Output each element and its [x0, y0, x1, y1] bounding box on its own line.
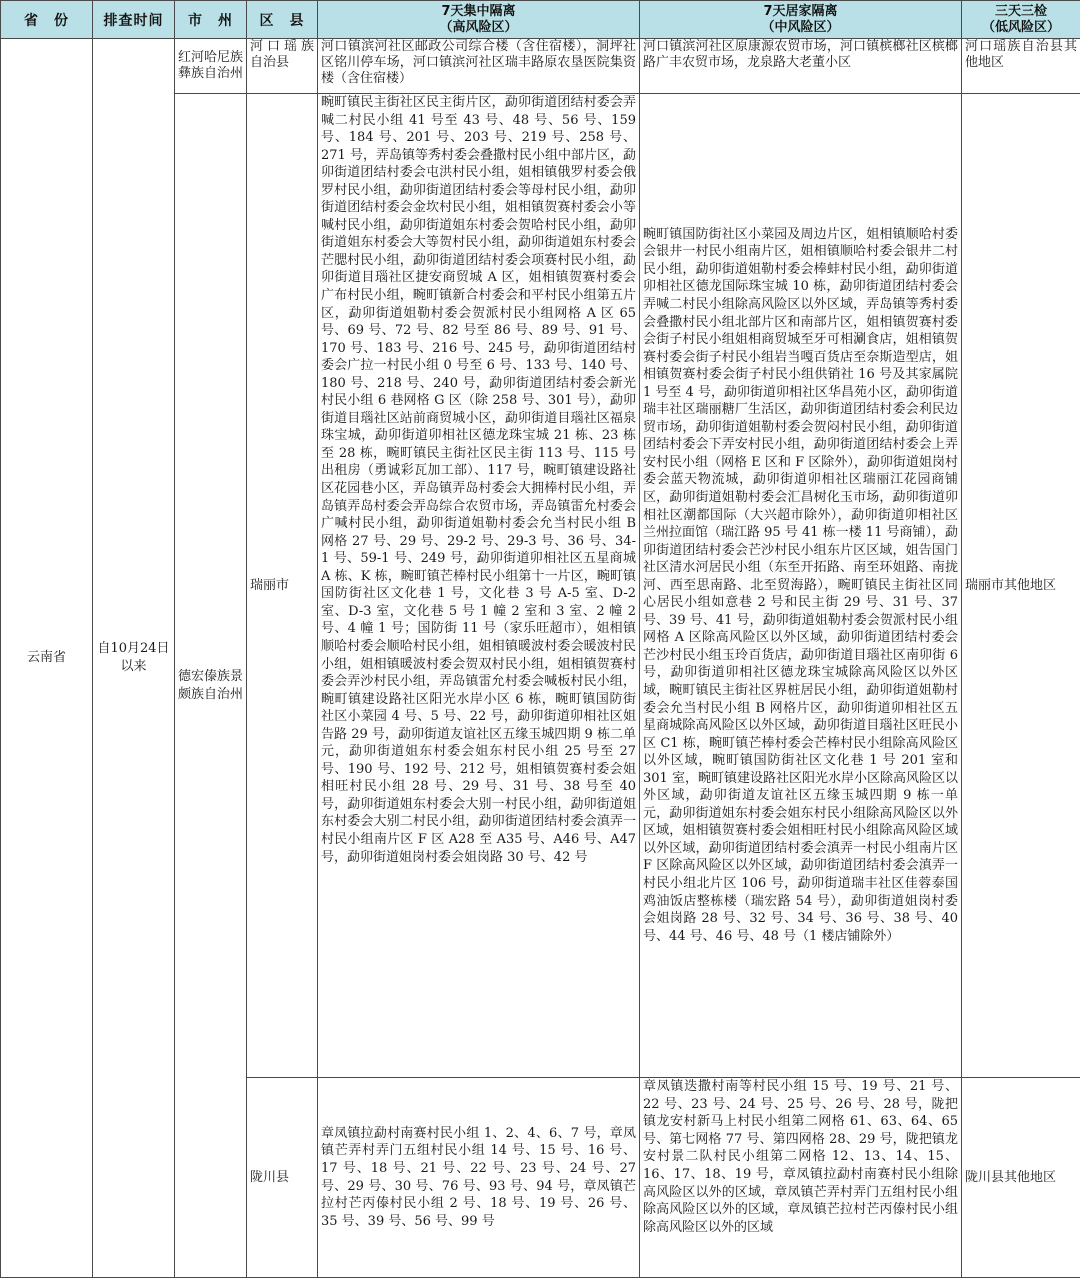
county-cell-hekou: 河口瑶族自治县	[247, 39, 318, 94]
table-row-hekou	[1, 39, 1080, 94]
city-cell-dehong: 德宏傣族景颇族自治州	[175, 94, 247, 1278]
header-low-title: 三天三检	[994, 3, 1047, 19]
time-cell: 自10月24日以来	[93, 39, 175, 1278]
high-risk-cell-longchuan: 章凤镇拉勐村南赛村民小组 1、2、4、6、7 号，章凤镇芒弄村弄门五组村民小组 14 号、15 号、16 号、17 号、18 号、21 号、22 号、23 号、24 号、27 号、29 号、30 号、76 号、93 号、94 号，章凤镇芒拉村芒丙傣村民小组 2 号、18 号、19 号、26 号、35 号、39 号、56 号、99 号	[318, 1078, 640, 1278]
city-cell-honghe: 红河哈尼族彝族自治州	[175, 39, 247, 94]
header-city: 市 州	[175, 1, 247, 39]
header-county: 区 县	[247, 1, 318, 39]
header-row	[1, 1, 1080, 39]
low-risk-cell-hekou: 河口瑶族自治县其他地区	[962, 39, 1080, 94]
header-low-sub: （低风险区）	[981, 19, 1060, 35]
county-cell-longchuan: 陇川县	[247, 1078, 318, 1278]
header-province: 省 份	[1, 1, 93, 39]
header-mid-sub: （中风险区）	[761, 19, 840, 35]
header-mid-title: 7天居家隔离	[763, 3, 838, 19]
low-risk-cell-ruili: 瑞丽市其他地区	[962, 94, 1080, 1078]
province-cell: 云南省	[1, 39, 93, 1278]
mid-risk-cell-ruili: 畹町镇国防街社区小菜园及周边片区，姐相镇顺哈村委会银井一村民小组南片区，姐相镇顺哈村委会银井二村民小组，勐卯街道姐勒村委会棒蚌村民小组，勐卯街道卯相社区德龙国际珠宝城 10 栋，勐卯街道团结村委会弄喊二村民小组除高风险区以外区域，弄岛镇等秀村委会叠撒村民小组北部片区和南部片区，姐相镇贺赛村委会街子村民小组姐相商贸城至牙可相涮食店，姐相镇贺赛村委会街子村民小组岩当嘎百货店至奈斯造型店，姐相镇贺赛村委会街子村民小组供销社 16 号及其家属院 1 号至 4 号，勐卯街道卯相社区华昌苑小区，勐卯街道瑞丰社区瑞丽糖厂生活区，勐卯街道团结村委会利民边贸市场，勐卯街道姐勒村委会贺闷村民小组，勐卯街道团结村委会下弄安村民小组，勐卯街道团结村委会上弄安村民小组（网格 E 区和 F 区除外），勐卯街道姐岗村委会蓝天物流城，勐卯街道卯相社区瑞丽江花园商铺区，勐卯街道姐勒村委会汇昌树化玉市场，勐卯街道卯相社区潮都国际（大兴超市除外），勐卯街道卯相社区兰州拉面馆（瑞江路 95 号 41 栋一楼 11 号商铺），勐卯街道团结村委会芒沙村民小组东片区区域，姐告国门社区清水河居民小组（东至开拓路、南至环姐路、南拢河、西至思南路、北至贸海路），畹町镇民主街社区同心居民小组如意巷 2 号和民主街 29 号、31 号、37 号、39 号、41 号，勐卯街道姐勒村委会贺派村民小组网格 A 区除高风险区以外区域，勐卯街道团结村委会芒沙村民小组玉玲百货店，勐卯街道目瑙社区南卯街 6 号，勐卯街道卯相社区德龙珠宝城除高风险区以外区域，畹町镇民主街社区界桩居民小组，勐卯街道姐勒村委会允当村民小组 B 网格片区，勐卯街道卯相社区五星商城除高风险区以外区域，勐卯街道目瑙社区旺民小区 C1 栋，畹町镇芒棒村委会芒棒村民小组除高风险区以外区域，畹町镇国防街社区文化巷 1 号 201 室和 301 室，畹町镇建设路社区阳光水岸小区除高风险区以外区域，勐卯街道友谊社区五缘玉城四期 9 栋一单元，勐卯街道姐东村委会姐东村民小组除高风险区以外区域，姐相镇贺赛村委会姐相旺村民小组除高风险区域以外区域，勐卯街道团结村委会滇弄一村民小组南片区 F 区除高风险区以外区域，勐卯街道团结村委会滇弄一村民小组北片区 106 号，勐卯街道瑞丰社区佳蓉泰国鸡油饭店整栋楼（瑞宏路 54 号），勐卯街道姐岗村委会姐岗路 28 号、32 号、34 号、36 号、38 号、40 号、44 号、46 号、48 号（1 楼店铺除外）	[640, 94, 962, 1078]
high-risk-cell-ruili: 畹町镇民主街社区民主街片区，勐卯街道团结村委会弄喊二村民小组 41 号至 43 号、48 号、56 号、159 号、184 号、201 号、203 号、219 号、258 号、271 号，弄岛镇等秀村委会叠撒村民小组中部片区，勐卯街道团结村委会屯洪村民小组，姐相镇俄罗村委会俄罗村民小组，勐卯街道团结村委会等母村民小组，勐卯街道团结村委会金坎村民小组，姐相镇贺赛村委会小等喊村民小组，勐卯街道姐东村委会贺哈村民小组，勐卯街道姐东村委会大等贺村民小组，勐卯街道姐东村委会芒腮村民小组，勐卯街道团结村委会项赛村民小组，勐卯街道目瑙社区捷安商贸城 A 区，姐相镇贺赛村委会广布村民小组，畹町镇新合村委会和平村民小组第五片区，勐卯街道姐勒村委会贺派村民小组网格 A 区 65 号、69 号、72 号、82 号至 86 号、89 号、91 号、170 号、183 号、216 号、245 号，勐卯街道团结村委会广拉一村民小组 0 号至 6 号、133 号、140 号、180 号、218 号、240 号，勐卯街道团结村委会新光村民小组 6 巷网格 G 区（除 258 号、301 号），勐卯街道目瑙社区站前商贸城小区，勐卯街道目瑙社区福泉珠宝城，勐卯街道卯相社区德龙珠宝城 21 栋、23 栋至 28 栋，畹町镇民主街社区民主街 113 号、115 号出租房（勇诚彩瓦加工部）、117 号，畹町镇建设路社区花园巷小区，弄岛镇弄岛村委会大拥棒村民小组，弄岛镇弄岛村委会弄岛综合农贸市场，弄岛镇雷允村委会广喊村民小组，勐卯街道姐勒村委会允当村民小组 B 网格 27 号、29 号、29-2 号、29-3 号、36 号、34-1 号、59-1 号、249 号，勐卯街道卯相社区五星商城 A 栋、K 栋，畹町镇芒棒村民小组第十一片区，畹町镇国防街社区文化巷 1 号，文化巷 3 号 A-5 室、D-2 室、D-3 室，文化巷 5 号 1 幢 2 室和 3 室、2 幢 2 号、4 幢 1 号；国防街 11 号（家乐旺超市），姐相镇顺哈村委会顺哈村民小组，姐相镇暖波村委会暖波村民小组，姐相镇暖波村委会贺双村民小组，姐相镇贺赛村委会弄沙村民小组，弄岛镇雷允村委会喊板村民小组，畹町镇建设路社区阳光水岸小区 6 栋，畹町镇国防街社区小菜园 4 号、5 号、22 号，勐卯街道卯相社区姐告路 29 号，勐卯街道友谊社区五缘玉城四期 9 栋二单元，勐卯街道姐东村委会姐东村民小组 25 号至 27 号、190 号、192 号、212 号，姐相镇贺赛村委会姐相旺村民小组 28 号、29 号、31 号、38 号至 40 号，勐卯街道姐东村委会大别一村民小组，勐卯街道姐东村委会大别二村民小组，勐卯街道团结村委会滇弄一村民小组南片区 F 区 A28 至 A35 号、A46 号、A47 号，勐卯街道姐岗村委会姐岗路 30 号、42 号	[318, 94, 640, 1078]
header-low-risk	[962, 1, 1080, 39]
header-time: 排查时间	[93, 1, 175, 39]
header-high-sub: （高风险区）	[439, 19, 518, 35]
county-cell-ruili: 瑞丽市	[247, 94, 318, 1078]
low-risk-cell-longchuan: 陇川县其他地区	[962, 1078, 1080, 1278]
high-risk-cell-hekou: 河口镇滨河社区邮政公司综合楼（含住宿楼），洞坪社区铭川停车场，河口镇滨河社区瑞丰路原农垦医院集资楼（含住宿楼）	[318, 39, 640, 94]
mid-risk-cell-hekou: 河口镇滨河社区原康源农贸市场，河口镇槟榔社区槟榔路广丰农贸市场，龙泉路大老董小区	[640, 39, 962, 94]
header-high-title: 7天集中隔离	[441, 3, 516, 19]
mid-risk-cell-longchuan: 章凤镇迭撒村南等村民小组 15 号、19 号、21 号、22 号、23 号、24 号、25 号、26 号、28 号，陇把镇龙安村新马上村民小组第二网格 61、63、64、65 号、第七网格 77 号、第四网格 28、29 号，陇把镇龙安村景二队村民小组第二网格 12、13、14、15、16、17、18、19 号，章凤镇拉勐村南赛村民小组除高风险区以外的区域，章凤镇芒弄村弄门五组村民小组除高风险区以外的区域，章凤镇芒拉村芒丙傣村民小组除高风险区以外的区域	[640, 1078, 962, 1278]
header-high-risk	[318, 1, 640, 39]
header-mid-risk	[640, 1, 962, 39]
